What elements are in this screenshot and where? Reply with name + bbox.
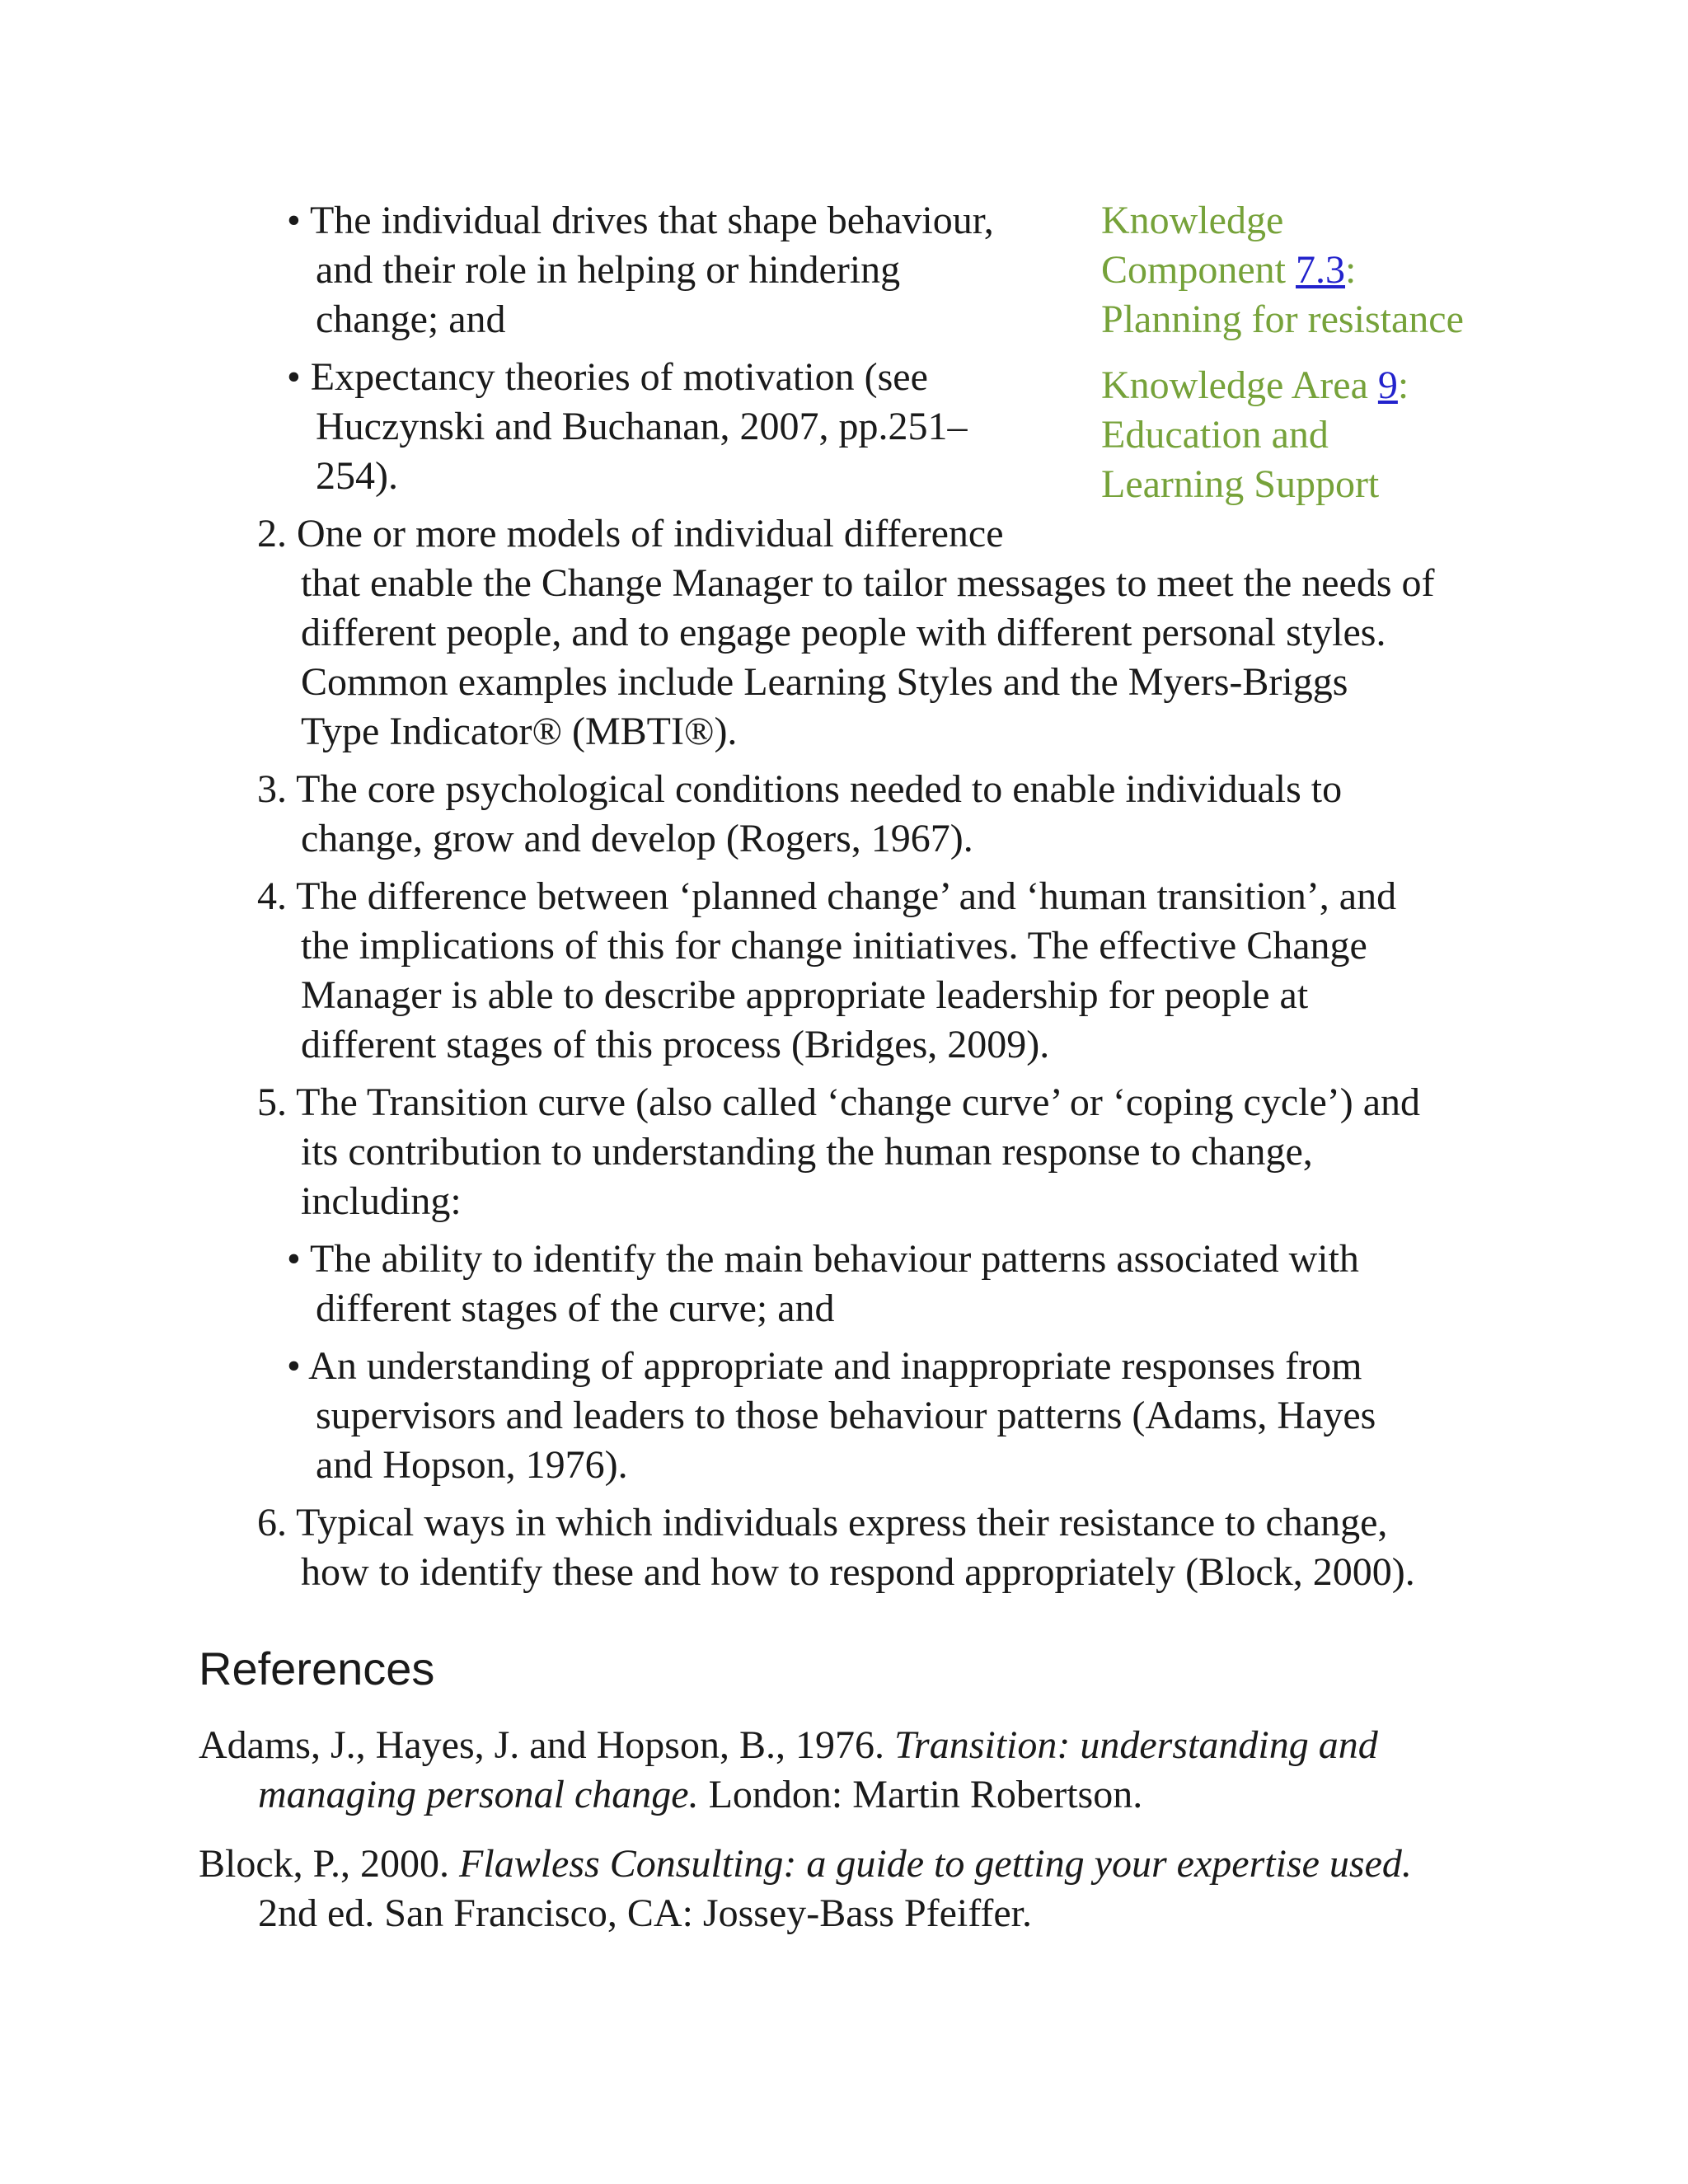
bullet-understanding-line3: and Hopson, 1976). <box>316 1443 628 1487</box>
list-item-5-line3: including: <box>301 1179 462 1223</box>
knowledge-area-link[interactable]: 9 <box>1377 363 1398 407</box>
bullet-expectancy-line1: • Expectancy theories of motivation (see <box>287 355 928 399</box>
bullet-drives-line1: • The individual drives that shape behaviour, <box>287 199 994 242</box>
bullet-drives-line2: and their role in helping or hindering <box>316 248 901 292</box>
list-item-4-line1: 4. The difference between ‘planned change’ and ‘human transition’, and <box>257 874 1397 918</box>
list-item-2-line1: 2. One or more models of individual difference <box>257 512 1004 555</box>
list-item-2-line3: different people, and to engage people with different personal styles. <box>301 611 1386 654</box>
sidenote-area-line2: Education and <box>1101 413 1329 457</box>
list-item-4-line3: Manager is able to describe appropriate leadership for people at <box>301 973 1309 1017</box>
sidenote-component-line2: Component 7.3: <box>1101 248 1357 292</box>
bullet-ability-line1: • The ability to identify the main behaviour patterns associated with <box>287 1237 1359 1281</box>
list-item-2-line4: Common examples include Learning Styles and the Myers-Briggs <box>301 660 1348 704</box>
list-item-6-line2: how to identify these and how to respond appropriately (Block, 2000). <box>301 1550 1415 1594</box>
sidenote-area-line3: Learning Support <box>1101 462 1380 506</box>
list-item-5-line1: 5. The Transition curve (also called ‘change curve’ or ‘coping cycle’) and <box>257 1080 1421 1124</box>
reference-adams-line2: managing personal change. London: Martin Robertson. <box>258 1773 1143 1816</box>
reference-block-line1: Block, P., 2000. Flawless Consulting: a guide to getting your expertise used. <box>199 1842 1412 1886</box>
sidenote-component-line1: Knowledge <box>1101 199 1284 242</box>
reference-adams-line1: Adams, J., Hayes, J. and Hopson, B., 1976. Transition: understanding and <box>199 1723 1378 1767</box>
bullet-understanding-line2: supervisors and leaders to those behaviour patterns (Adams, Hayes <box>316 1394 1376 1437</box>
references-heading: References <box>199 1643 435 1694</box>
list-item-2-line5: Type Indicator® (MBTI®). <box>301 710 738 753</box>
list-item-4-line4: different stages of this process (Bridges, 2009). <box>301 1023 1050 1066</box>
bullet-ability-line2: different stages of the curve; and <box>316 1286 835 1330</box>
reference-block-line2: 2nd ed. San Francisco, CA: Jossey-Bass Pfeiffer. <box>258 1891 1032 1935</box>
list-item-3-line2: change, grow and develop (Rogers, 1967). <box>301 817 973 860</box>
list-item-4-line2: the implications of this for change initiatives. The effective Change <box>301 924 1367 968</box>
knowledge-component-link[interactable]: 7.3 <box>1296 248 1345 292</box>
bullet-expectancy-line2: Huczynski and Buchanan, 2007, pp.251– <box>316 405 968 448</box>
list-item-3-line1: 3. The core psychological conditions needed to enable individuals to <box>257 767 1343 811</box>
list-item-6-line1: 6. Typical ways in which individuals express their resistance to change, <box>257 1501 1388 1544</box>
bullet-drives-line3: change; and <box>316 298 506 341</box>
list-item-2-line2: that enable the Change Manager to tailor messages to meet the needs of <box>301 561 1435 605</box>
bullet-understanding-line1: • An understanding of appropriate and inappropriate responses from <box>287 1344 1362 1388</box>
list-item-5-line2: its contribution to understanding the human response to change, <box>301 1130 1313 1174</box>
sidenote-area-line1: Knowledge Area 9: <box>1101 363 1409 407</box>
bullet-expectancy-line3: 254). <box>316 454 398 498</box>
sidenote-component-line3: Planning for resistance <box>1101 298 1464 341</box>
